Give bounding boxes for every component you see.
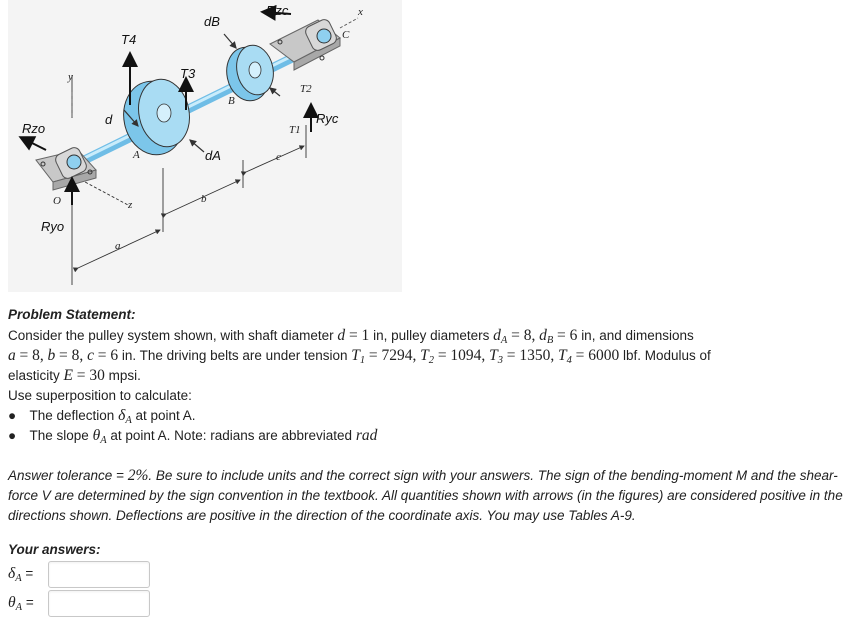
val-da: = 8, — [511, 327, 536, 344]
tolerance-note — [8, 466, 844, 526]
label-t1: T1 — [289, 124, 301, 136]
delta-symbol: δ — [8, 565, 16, 582]
problem-line-4: Use superposition to calculate: — [8, 388, 192, 403]
val-a: = 8, — [19, 347, 44, 364]
delta-a-input[interactable] — [48, 561, 150, 588]
problem-line-2 — [8, 347, 711, 366]
label-t3: T3 — [180, 66, 196, 81]
val-t1: = 7294, — [368, 347, 417, 364]
var-t1: T — [351, 347, 360, 364]
bullet-text: The deflection — [29, 408, 115, 423]
val-b: = 8, — [59, 347, 84, 364]
problem-text: mpsi. — [108, 368, 141, 383]
problem-text: Consider the pulley system shown, with shaft diameter — [8, 328, 334, 343]
var-db-sub: B — [546, 335, 554, 346]
label-z-axis: z — [128, 199, 133, 211]
bullet-text: at point A. — [135, 408, 196, 423]
val-t3: = 1350, — [506, 347, 555, 364]
var-c: c — [87, 347, 94, 364]
answers-heading: Your answers: — [8, 542, 101, 557]
label-a-point: A — [133, 149, 140, 161]
var-t1-sub: 1 — [359, 355, 366, 366]
bullet-slope — [8, 427, 377, 446]
var-t3-sub: 3 — [497, 355, 503, 366]
problem-text: in, pulley diameters — [373, 328, 490, 343]
label-t2: T2 — [300, 83, 312, 95]
var-d: d — [337, 327, 346, 344]
problem-text: in, and dimensions — [581, 328, 694, 343]
val-t4: = 6000 — [575, 347, 620, 364]
problem-text: in. The driving belts are under tension — [121, 348, 348, 363]
equals-sign: = — [25, 595, 34, 610]
answer-label-delta — [8, 565, 42, 584]
answer-row-delta — [8, 561, 150, 588]
var-t3: T — [489, 347, 498, 364]
theta-symbol: θ — [8, 594, 16, 611]
var-b: b — [47, 347, 56, 364]
label-db: dB — [204, 14, 220, 29]
label-o-point: O — [53, 195, 61, 207]
pulley-diagram — [8, 0, 402, 292]
theta-symbol: θ — [92, 427, 101, 444]
pulley-system-figure — [8, 0, 402, 292]
note-text: . Be sure to include units and the correct sign with your answers. The sign of the bending-moment M and the shear-force V are determined by the sign convention in the textbook. All quantities shown with arrows (in the figures) are considered positive in the directions shown. Deflections are positive in the direction of the coordinate axis. You may use Tables A-9. — [8, 468, 843, 523]
label-y-axis: y — [68, 71, 73, 83]
problem-heading: Problem Statement: — [8, 307, 136, 322]
var-da: d — [493, 327, 501, 344]
tolerance-value: 2% — [127, 467, 149, 484]
problem-text: lbf. Modulus of — [623, 348, 711, 363]
bullet-deflection — [8, 407, 196, 426]
equals-sign: = — [25, 566, 34, 581]
var-t4-sub: 4 — [566, 355, 572, 366]
delta-sub: A — [15, 573, 22, 584]
var-db: d — [539, 327, 547, 344]
label-da: dA — [205, 148, 221, 163]
label-a-dim: a — [115, 240, 121, 252]
label-rzo: Rzo — [22, 121, 46, 136]
label-rzc: Rzc — [266, 3, 289, 18]
label-x-axis: x — [358, 6, 363, 18]
bullet-text: The slope — [29, 428, 89, 443]
problem-line-1 — [8, 327, 694, 346]
label-t4: T4 — [121, 32, 137, 47]
label-c-dim: c — [276, 151, 281, 163]
var-da-sub: A — [500, 335, 508, 346]
label-b-point: B — [228, 95, 235, 107]
val-db: = 6 — [557, 327, 578, 344]
label-b-dim: b — [201, 193, 207, 205]
rad-text: rad — [355, 427, 378, 444]
pulley-a — [117, 75, 196, 161]
theta-a-input[interactable] — [48, 590, 150, 617]
theta-sub: A — [100, 435, 107, 446]
var-t2-sub: 2 — [428, 355, 435, 366]
delta-sub: A — [125, 415, 132, 426]
label-d: d — [105, 112, 113, 127]
problem-text: elasticity — [8, 368, 60, 383]
val-c: = 6 — [97, 347, 119, 364]
var-a: a — [8, 347, 16, 364]
bullet-icon: ● — [8, 428, 17, 443]
var-t4: T — [557, 347, 567, 364]
bullet-text: at point A. Note: radians are abbreviated — [110, 428, 353, 443]
delta-symbol: δ — [118, 407, 126, 424]
val-d: = 1 — [348, 327, 370, 344]
label-ryc: Ryc — [316, 111, 339, 126]
label-ryo: Ryo — [41, 219, 65, 234]
var-e: E — [63, 367, 73, 384]
val-t2: = 1094, — [437, 347, 486, 364]
problem-line-3 — [8, 367, 141, 385]
bullet-icon: ● — [8, 408, 17, 423]
theta-sub: A — [15, 602, 23, 613]
answer-label-theta — [8, 594, 42, 613]
note-text: Answer tolerance = — [8, 468, 128, 483]
var-t2: T — [420, 347, 429, 364]
label-c-point: C — [342, 29, 350, 41]
answer-row-theta — [8, 590, 150, 617]
val-e: = 30 — [76, 367, 105, 384]
